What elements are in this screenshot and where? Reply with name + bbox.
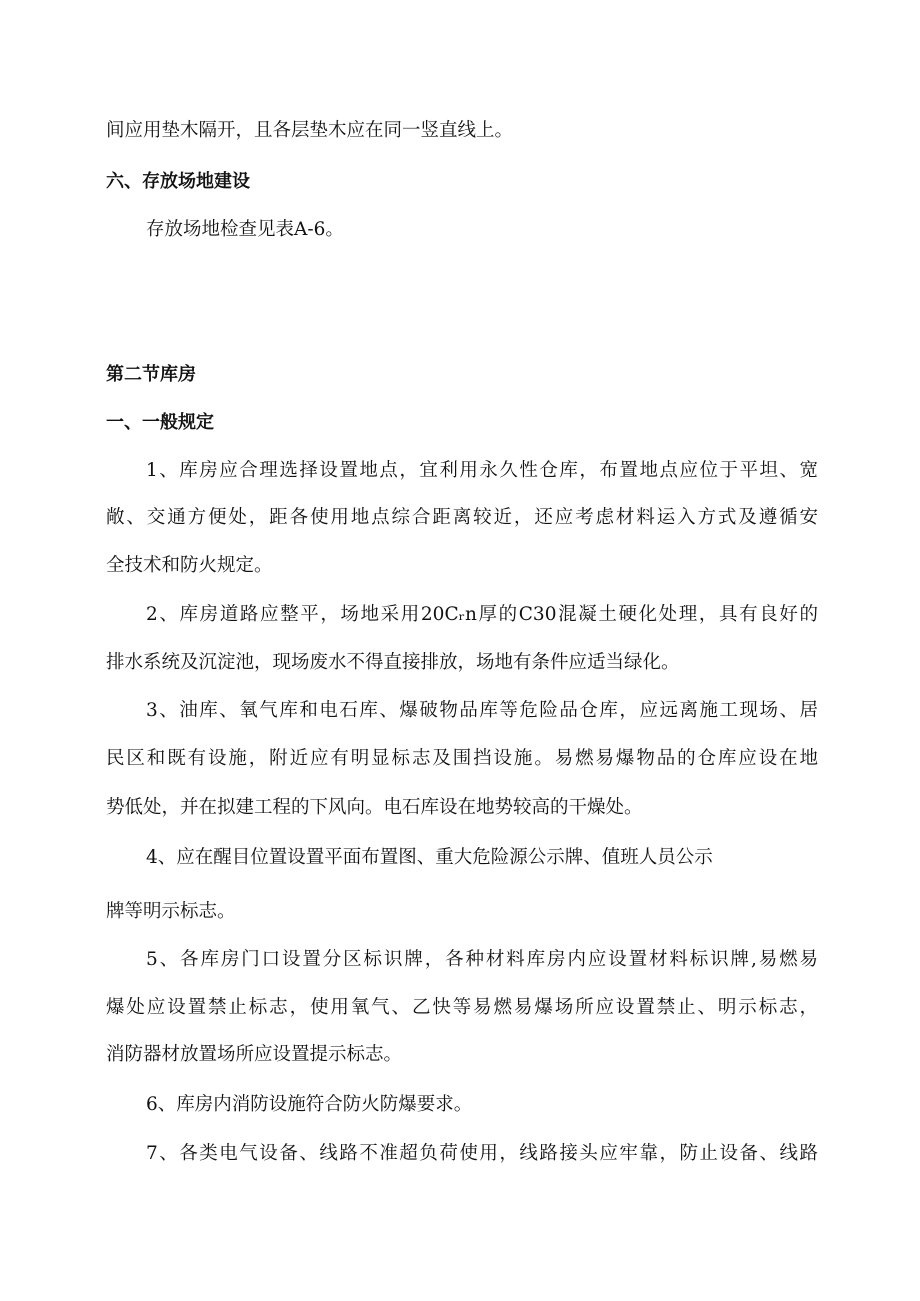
section-6-text: 存放场地检查见表A-6。 <box>146 219 344 240</box>
section-heading-6: 六、存放场地建设 <box>106 171 250 192</box>
continuation-line: 间应用垫木隔开，且各层垫木应在同一竖直线上。 <box>106 120 514 141</box>
item-6-line-1: 6、库房内消防设施符合防火防爆要求。 <box>146 1094 473 1115</box>
item-3-line-3: 势低处，并在拟建工程的下风向。电石库设在地势较高的干燥处。 <box>106 797 643 818</box>
item-5-line-2: 爆处应设置禁止标志，使用氧气、乙快等易燃易爆场所应设置禁止、明示标志， <box>106 997 818 1018</box>
item-1-line-1: 1、库房应合理选择设置地点，宜利用永久性仓库，布置地点应位于平坦、宽 <box>146 460 818 481</box>
item-5-line-1: 5、各库房门口设置分区标识牌，各种材料库房内应设置材料标识牌,易燃易 <box>146 949 818 970</box>
item-5-line-3: 消防器材放置场所应设置提示标志。 <box>106 1044 403 1065</box>
item-4-line-2: 牌等明示标志。 <box>106 901 236 922</box>
item-3-line-2: 民区和既有设施，附近应有明显标志及围挡设施。易燃易爆物品的仓库应设在地 <box>106 748 818 769</box>
item-7-line-1: 7、各类电气设备、线路不准超负荷使用，线路接头应牢靠，防止设备、线路 <box>146 1143 818 1164</box>
item-1-line-2: 敞、交通方便处，距各使用地点综合距离较近，还应考虑材料运入方式及遵循安 <box>106 507 818 528</box>
item-1-line-3: 全技术和防火规定。 <box>106 555 273 576</box>
subheading-general-rules: 一、一般规定 <box>106 412 214 433</box>
item-2-line-1: 2、库房道路应整平，场地采用20Cᵣn厚的C30混凝土硬化处理，具有良好的 <box>146 604 818 625</box>
item-2-line-2: 排水系统及沉淀池，现场废水不得直接排放，场地有条件应适当绿化。 <box>106 652 680 673</box>
item-3-line-1: 3、油库、氧气库和电石库、爆破物品库等危险品仓库，应远离施工现场、居 <box>146 700 818 721</box>
item-4-line-1: 4、应在醒目位置设置平面布置图、重大危险源公示牌、值班人员公示 <box>146 847 713 868</box>
chapter-title: 第二节库房 <box>106 364 196 385</box>
